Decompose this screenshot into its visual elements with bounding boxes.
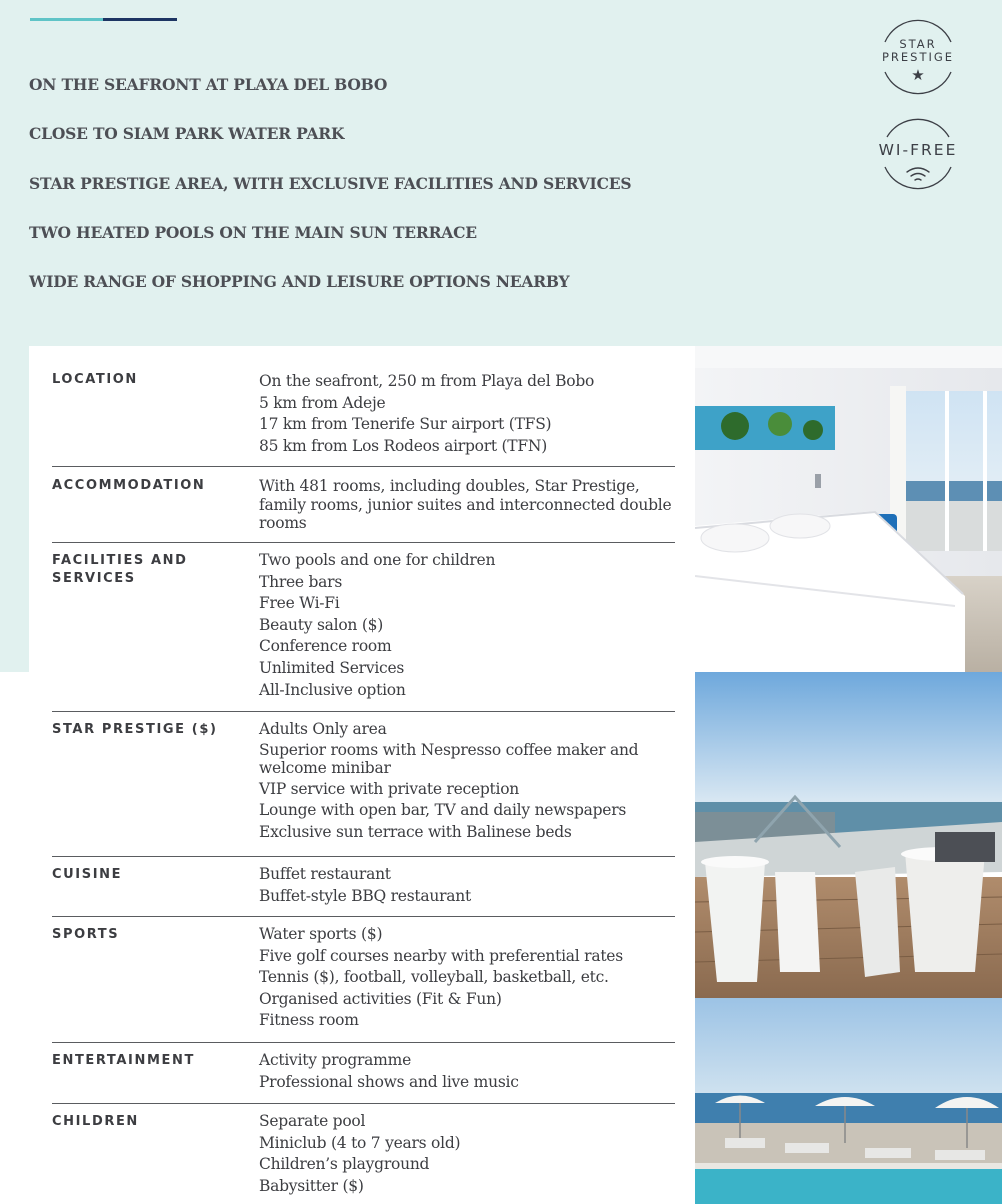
highlight-item: CLOSE TO SIAM PARK WATER PARK	[29, 124, 345, 144]
section-item: Water sports ($)	[259, 925, 383, 943]
section-item: Unlimited Services	[259, 658, 405, 677]
section-items	[259, 1050, 675, 1093]
wifi-icon	[902, 163, 934, 187]
section-star-prestige	[52, 712, 675, 857]
highlight-item: STAR PRESTIGE AREA, WITH EXCLUSIVE FACILITIES AND SERVICES	[29, 173, 632, 193]
section-cuisine	[52, 857, 675, 917]
section-item: Buffet-style BBQ restaurant	[259, 886, 471, 905]
section-item: Organised activities (Fit & Fun)	[259, 989, 502, 1008]
badge-text-prestige: PRESTIGE	[881, 50, 955, 64]
wifi-badge	[866, 115, 970, 197]
section-item: Adults Only area	[259, 720, 387, 738]
section-accommodation	[52, 467, 675, 543]
badge-text-wifree: WI-FREE	[878, 141, 958, 159]
terrace-photo	[695, 672, 1002, 998]
section-items	[259, 924, 675, 1032]
section-items	[259, 719, 675, 844]
section-item: Free Wi-Fi	[259, 594, 340, 613]
section-title: CUISINE	[52, 867, 123, 882]
highlight-item: TWO HEATED POOLS ON THE MAIN SUN TERRACE	[29, 222, 477, 242]
section-item: 17 km from Tenerife Sur airport (TFS)	[259, 415, 552, 434]
section-item: VIP service with private reception	[259, 779, 520, 798]
section-item: Buffet restaurant	[259, 865, 391, 883]
highlights-list	[29, 74, 789, 320]
section-items	[259, 864, 675, 907]
section-title: FACILITIES AND SERVICES	[52, 553, 188, 586]
section-item: Children’s playground	[259, 1155, 430, 1174]
section-sports	[52, 917, 675, 1043]
section-item: Miniclub (4 to 7 years old)	[259, 1133, 461, 1152]
bedroom-photo	[695, 346, 1002, 672]
section-item: All-Inclusive option	[259, 680, 406, 699]
section-item: Superior rooms with Nespresso coffee maker and welcome minibar	[259, 740, 639, 778]
section-title: STAR PRESTIGE ($)	[52, 722, 218, 737]
section-title: SPORTS	[52, 927, 120, 942]
section-title: ACCOMMODATION	[52, 478, 206, 493]
highlight-item: WIDE RANGE OF SHOPPING AND LEISURE OPTIONS NEARBY	[29, 272, 570, 292]
section-items	[259, 477, 675, 534]
section-entertainment	[52, 1043, 675, 1104]
section-children	[52, 1104, 675, 1204]
section-items	[259, 550, 675, 701]
section-item: Exclusive sun terrace with Balinese beds	[259, 822, 572, 841]
section-item: Five golf courses nearby with preferential rates	[259, 946, 623, 965]
section-item: 85 km from Los Rodeos airport (TFN)	[259, 436, 548, 455]
section-facilities	[52, 543, 675, 712]
section-item: 5 km from Adeje	[259, 393, 386, 412]
section-item: Three bars	[259, 572, 343, 591]
section-item: Babysitter ($)	[259, 1176, 364, 1195]
details-sections	[52, 371, 675, 1204]
accent-line-navy	[103, 18, 177, 21]
badge-text-star: STAR	[899, 37, 937, 51]
accent-line-teal	[30, 18, 103, 21]
photo-column	[695, 346, 1002, 1204]
section-item: Lounge with open bar, TV and daily newspapers	[259, 801, 627, 820]
section-item: On the seafront, 250 m from Playa del Bobo	[259, 372, 595, 390]
highlight-item: ON THE SEAFRONT AT PLAYA DEL BOBO	[29, 75, 388, 94]
section-item: Professional shows and live music	[259, 1072, 519, 1091]
section-items	[259, 1111, 675, 1197]
section-item: Conference room	[259, 637, 392, 656]
details-card	[29, 346, 695, 1204]
section-item: Tennis ($), football, volleyball, basketball, etc.	[259, 968, 609, 987]
star-icon: ★	[911, 66, 925, 84]
section-item: Beauty salon ($)	[259, 615, 384, 634]
section-item: Separate pool	[259, 1112, 366, 1130]
section-title: ENTERTAINMENT	[52, 1053, 195, 1068]
section-title: LOCATION	[52, 372, 138, 387]
star-prestige-badge	[866, 18, 970, 100]
pool-photo	[695, 998, 1002, 1204]
section-item: Two pools and one for children	[259, 551, 496, 569]
section-item: With 481 rooms, including doubles, Star Prestige, family rooms, junior suites and interconnected double rooms	[259, 477, 672, 533]
section-item: Activity programme	[259, 1051, 411, 1069]
section-title: CHILDREN	[52, 1114, 139, 1129]
section-items	[259, 371, 675, 457]
section-item: Fitness room	[259, 1011, 359, 1030]
section-location	[52, 371, 675, 467]
